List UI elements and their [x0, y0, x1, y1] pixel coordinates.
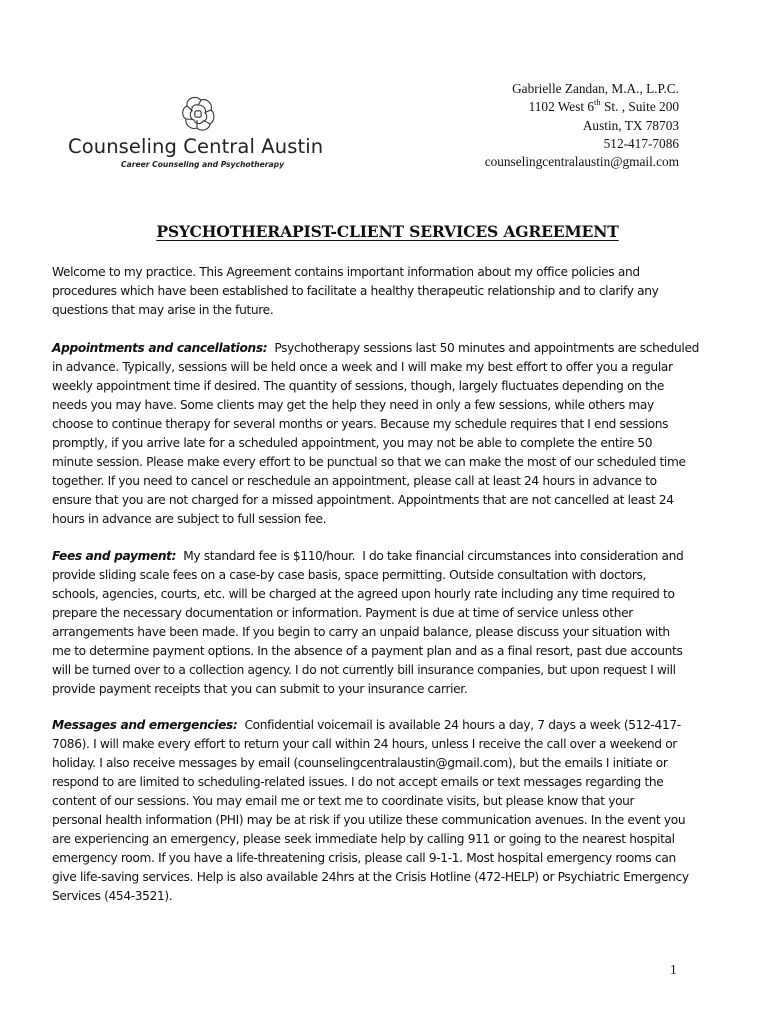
paragraph-line: minute session. Please make every effort to be punctual so that we can make the most of our scheduled time [52, 455, 686, 469]
paragraph-line: in advance. Typically, sessions will be held once a week and I will make my best effort to offer you a regular [52, 360, 673, 374]
page-number: 1 [670, 962, 677, 977]
practice-logo [68, 92, 343, 172]
paragraph-line: personal health information (PHI) may be at risk if you utilize these communication avenues. In the event you [52, 813, 686, 827]
paragraph-line: together. If you need to cancel or reschedule an appointment, please call at least 24 hours in advance to [52, 474, 657, 488]
paragraph-line: give life-saving services. Help is also available 24hrs at the Crisis Hotline (472-HELP) or Psychiatric Emergency [52, 870, 689, 884]
paragraph-line: 7086). I will make every effort to return your call within 24 hours, unless I receive the call over a weekend or [52, 737, 677, 751]
practice-tagline: Career Counseling and Psychotherapy [121, 160, 285, 169]
paragraph-line: provide payment receipts that you can submit to your insurance carrier. [52, 682, 468, 696]
paragraph-line: Services (454-3521). [52, 889, 173, 903]
paragraph-line: hours in advance are subject to full session fee. [52, 512, 327, 526]
paragraph-line: prepare the necessary documentation or information. Payment is due at time of service unless other [52, 606, 633, 620]
paragraph-line: choose to continue therapy for several months or years. Because my schedule requires that I end sessions [52, 417, 669, 431]
paragraph-line: me to determine payment options. In the absence of a payment plan and as a final resort, past due accounts [52, 644, 683, 658]
appointments-paragraph [52, 339, 727, 529]
rose-flower-icon [176, 92, 220, 136]
paragraph-line: will be turned over to a collection agency. I do not currently bill insurance companies, but upon request I will [52, 663, 676, 677]
paragraph-line: provide sliding scale fees on a case-by case basis, space permitting. Outside consultation with doctors, [52, 568, 647, 582]
paragraph-line: content of our sessions. You may email me or text me to coordinate visits, but please know that your [52, 794, 635, 808]
document-title: PSYCHOTHERAPIST-CLIENT SERVICES AGREEMENT [156, 222, 619, 241]
paragraph-line: questions that may arise in the future. [52, 303, 274, 317]
street-address: 1102 West 6th St. , Suite 200 [528, 96, 679, 115]
paragraph-line: My standard fee is $110/hour. I do take financial circumstances into consideration and [176, 549, 684, 563]
section-heading: Appointments and cancellations: [52, 341, 268, 355]
therapist-name: Gabrielle Zandan, M.A., L.P.C. [512, 81, 679, 96]
paragraph-line: schools, agencies, courts, etc. will be charged at the agreed upon hourly rate including any time required to [52, 587, 675, 601]
paragraph-line: Confidential voicemail is available 24 hours a day, 7 days a week (512-417- [237, 718, 681, 732]
paragraph-line: respond to are limited to scheduling-related issues. I do not accept emails or text messages regarding the [52, 775, 664, 789]
paragraph-line: arrangements have been made. If you begin to carry an unpaid balance, please discuss your situation with [52, 625, 670, 639]
paragraph-line: emergency room. If you have a life-threatening crisis, please call 9-1-1. Most hospital emergency rooms can [52, 851, 676, 865]
email-address: counselingcentralaustin@gmail.com [484, 154, 679, 170]
paragraph-line: needs you may have. Some clients may get the help they need in only a few sessions, while others may [52, 398, 654, 412]
paragraph-line: Welcome to my practice. This Agreement contains important information about my office policies and [52, 265, 640, 279]
messages-paragraph [52, 716, 727, 906]
phone-number: 512-417-7086 [603, 135, 679, 151]
paragraph-line: weekly appointment time if desired. The quantity of sessions, though, largely fluctuates depending on the [52, 379, 665, 393]
paragraph-line: procedures which have been established to facilitate a healthy therapeutic relationship and to clarify any [52, 284, 659, 298]
fees-paragraph [52, 547, 727, 699]
paragraph-line: holiday. I also receive messages by email (counselingcentralaustin@gmail.com), but the emails I initiate or [52, 756, 668, 770]
paragraph-line: promptly, if you arrive late for a scheduled appointment, you may not be able to complete the entire 50 [52, 436, 653, 450]
city-state-zip: Austin, TX 78703 [582, 117, 679, 133]
paragraph-line: ensure that you are not charged for a missed appointment. Appointments that are not cancelled at least 24 [52, 493, 674, 507]
intro-paragraph [52, 263, 727, 320]
paragraph-line: are experiencing an emergency, please seek immediate help by calling 911 or going to the nearest hospital [52, 832, 675, 846]
contact-block [485, 80, 679, 171]
paragraph-line: Psychotherapy sessions last 50 minutes and appointments are scheduled [267, 341, 699, 355]
practice-name: Counseling Central Austin [68, 135, 324, 158]
section-heading: Fees and payment: [52, 549, 177, 563]
section-heading: Messages and emergencies: [52, 718, 238, 732]
